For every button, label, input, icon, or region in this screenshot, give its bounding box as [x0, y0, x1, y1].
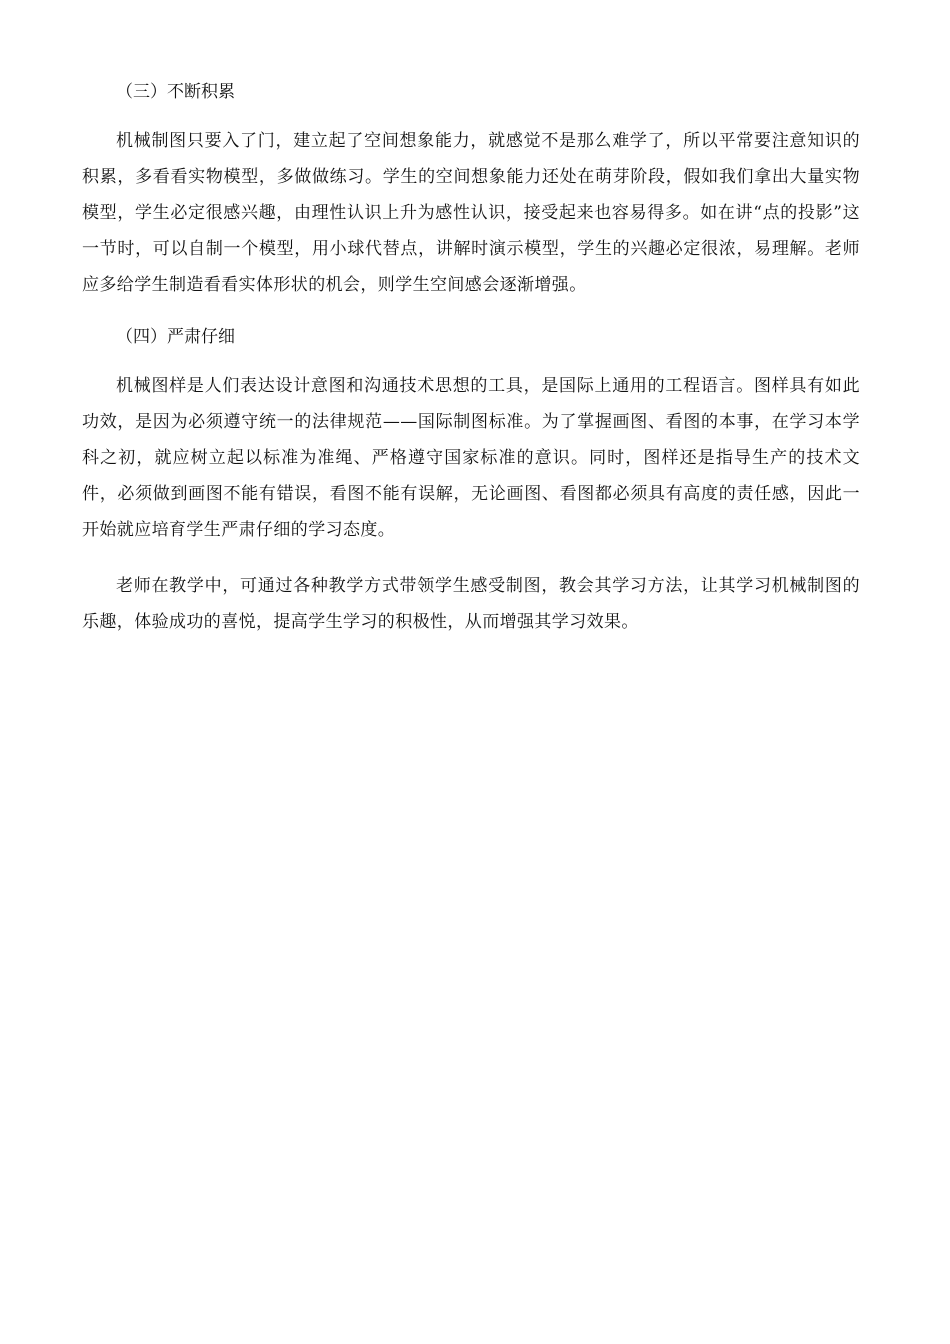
paragraph-rigorous: 机械图样是人们表达设计意图和沟通技术思想的工具，是国际上通用的工程语言。图样具有如此功效，是因为必须遵守统一的法律规范——国际制图标准。为了掌握画图、看图的本事，在学习本学科之初，就应树立起以标准为准绳、严格遵守国家标准的意识。同时，图样还是指导生产的技术文件，必须做到画图不能有错误，看图不能有误解，无论画图、看图都必须具有高度的责任感，因此一开始就应培育学生严肃仔细的学习态度。	[82, 376, 860, 540]
paragraph-accumulate: 机械制图只要入了门，建立起了空间想象能力，就感觉不是那么难学了，所以平常要注意知识的积累，多看看实物模型，多做做练习。学生的空间想象能力还处在萌芽阶段，假如我们拿出大量实物模型，学生必定很感兴趣，由理性认识上升为感性认识，接受起来也容易得多。如在讲“点的投影”这一节时，可以自制一个模型，用小球代替点，讲解时演示模型，学生的兴趣必定很浓，易理解。老师应多给学生制造看看实体形状的机会，则学生空间感会逐渐增强。	[82, 131, 860, 295]
paragraph-conclusion: 老师在教学中，可通过各种教学方式带领学生感受制图，教会其学习方法，让其学习机械制图的乐趣，体验成功的喜悦，提高学生学习的积极性，从而增强其学习效果。	[82, 576, 860, 632]
section-heading-accumulate: （三）不断积累	[116, 82, 235, 102]
section-heading-rigorous: （四）严肃仔细	[116, 327, 235, 347]
